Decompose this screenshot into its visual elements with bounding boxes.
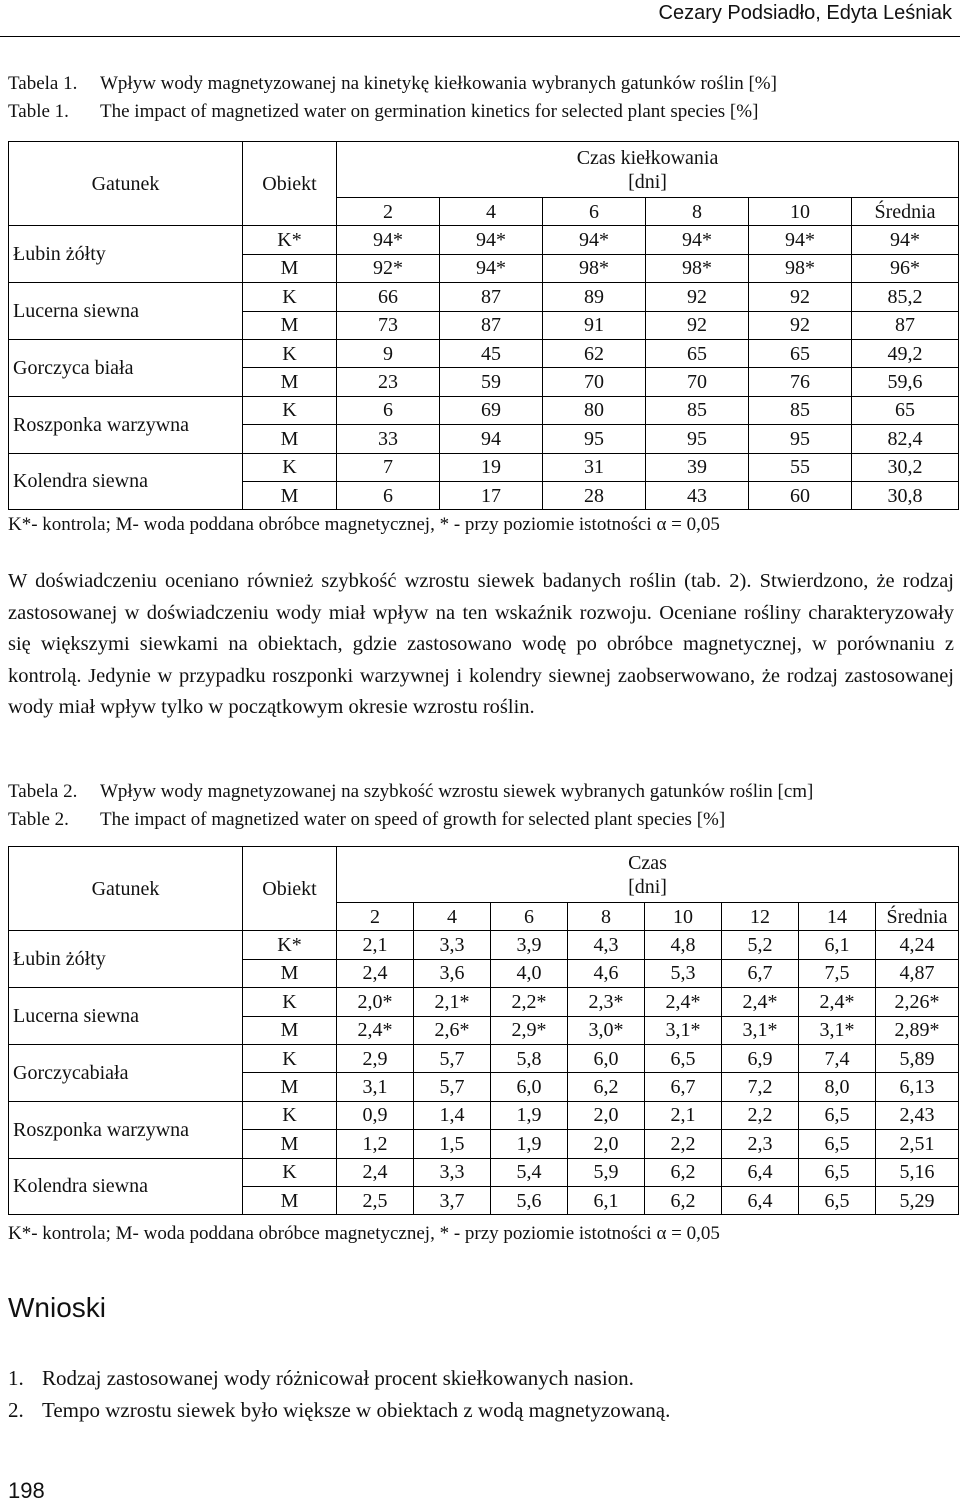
value-cell: 2,1 xyxy=(645,1101,722,1129)
column-header-object: Obiekt xyxy=(243,142,337,226)
object-cell: K xyxy=(243,988,337,1016)
object-cell: K xyxy=(243,1101,337,1129)
header-divider xyxy=(0,36,960,37)
value-cell: 70 xyxy=(543,368,646,396)
conclusion-item xyxy=(8,1362,670,1394)
value-cell: 55 xyxy=(749,453,852,481)
conclusion-item xyxy=(8,1394,670,1426)
value-cell: 30,8 xyxy=(852,481,959,509)
value-cell: 5,2 xyxy=(722,931,799,959)
column-header-time-line2: [dni] xyxy=(628,170,667,193)
table2-caption-pl-label: Tabela 2. xyxy=(8,781,78,802)
object-cell: M xyxy=(243,959,337,987)
value-cell: 2,26* xyxy=(876,988,959,1016)
value-cell: 9 xyxy=(337,339,440,367)
value-cell: 65 xyxy=(749,339,852,367)
object-cell: K xyxy=(243,1158,337,1186)
value-cell: 6,5 xyxy=(799,1130,876,1158)
table2-caption-pl: Wpływ wody magnetyzowanej na szybkość wzrostu siewek wybranych gatunków roślin [cm] xyxy=(100,781,814,802)
value-cell: 7,2 xyxy=(722,1073,799,1101)
value-cell: 6 xyxy=(337,396,440,424)
day-header: 14 xyxy=(799,903,876,931)
value-cell: 82,4 xyxy=(852,425,959,453)
value-cell: 94* xyxy=(646,226,749,254)
object-cell: K xyxy=(243,283,337,311)
value-cell: 2,9* xyxy=(491,1016,568,1044)
object-cell: K* xyxy=(243,931,337,959)
column-header-time-line1: Czas xyxy=(628,851,667,874)
value-cell: 5,4 xyxy=(491,1158,568,1186)
value-cell: 98* xyxy=(749,254,852,282)
day-header: Średnia xyxy=(876,903,959,931)
value-cell: 39 xyxy=(646,453,749,481)
value-cell: 59,6 xyxy=(852,368,959,396)
day-header: 4 xyxy=(414,903,491,931)
object-cell: M xyxy=(243,481,337,509)
column-header-object: Obiekt xyxy=(243,847,337,931)
value-cell: 1,4 xyxy=(414,1101,491,1129)
table-row xyxy=(9,283,959,311)
value-cell: 2,0 xyxy=(568,1101,645,1129)
value-cell: 5,29 xyxy=(876,1186,959,1214)
value-cell: 6,2 xyxy=(645,1158,722,1186)
value-cell: 6,2 xyxy=(645,1186,722,1214)
table-row xyxy=(9,1044,959,1072)
value-cell: 28 xyxy=(543,481,646,509)
value-cell: 70 xyxy=(646,368,749,396)
value-cell: 6,1 xyxy=(799,931,876,959)
value-cell: 94* xyxy=(440,254,543,282)
value-cell: 87 xyxy=(440,283,543,311)
day-header: 2 xyxy=(337,903,414,931)
object-cell: M xyxy=(243,1130,337,1158)
table1 xyxy=(8,141,959,510)
value-cell: 94 xyxy=(440,425,543,453)
value-cell: 2,9 xyxy=(337,1044,414,1072)
value-cell: 5,16 xyxy=(876,1158,959,1186)
value-cell: 2,3* xyxy=(568,988,645,1016)
value-cell: 59 xyxy=(440,368,543,396)
value-cell: 65 xyxy=(852,396,959,424)
value-cell: 98* xyxy=(543,254,646,282)
object-cell: M xyxy=(243,254,337,282)
species-cell: Kolendra siewna xyxy=(9,453,243,510)
value-cell: 2,0 xyxy=(568,1130,645,1158)
value-cell: 31 xyxy=(543,453,646,481)
value-cell: 6,9 xyxy=(722,1044,799,1072)
value-cell: 7,5 xyxy=(799,959,876,987)
value-cell: 4,6 xyxy=(568,959,645,987)
value-cell: 66 xyxy=(337,283,440,311)
table-row xyxy=(9,339,959,367)
value-cell: 5,9 xyxy=(568,1158,645,1186)
value-cell: 2,2 xyxy=(645,1130,722,1158)
value-cell: 6,5 xyxy=(799,1186,876,1214)
value-cell: 4,87 xyxy=(876,959,959,987)
species-cell: Roszponka warzywna xyxy=(9,1101,243,1158)
value-cell: 98* xyxy=(646,254,749,282)
value-cell: 2,1 xyxy=(337,931,414,959)
value-cell: 17 xyxy=(440,481,543,509)
object-cell: M xyxy=(243,1016,337,1044)
value-cell: 2,43 xyxy=(876,1101,959,1129)
value-cell: 4,0 xyxy=(491,959,568,987)
value-cell: 0,9 xyxy=(337,1101,414,1129)
species-cell: Gorczycabiała xyxy=(9,1044,243,1101)
value-cell: 1,2 xyxy=(337,1130,414,1158)
value-cell: 2,4* xyxy=(722,988,799,1016)
column-header-time xyxy=(337,847,959,903)
table1-caption xyxy=(8,70,777,126)
day-header: 4 xyxy=(440,198,543,226)
value-cell: 69 xyxy=(440,396,543,424)
value-cell: 1,9 xyxy=(491,1130,568,1158)
species-cell: Łubin żółty xyxy=(9,931,243,988)
value-cell: 8,0 xyxy=(799,1073,876,1101)
value-cell: 6,0 xyxy=(491,1073,568,1101)
table2-caption-en: The impact of magnetized water on speed of growth for selected plant species [%] xyxy=(100,809,726,830)
table-header-row xyxy=(9,847,959,903)
column-header-species: Gatunek xyxy=(9,142,243,226)
day-header: 8 xyxy=(568,903,645,931)
value-cell: 4,3 xyxy=(568,931,645,959)
value-cell: 94* xyxy=(440,226,543,254)
value-cell: 5,8 xyxy=(491,1044,568,1072)
value-cell: 92 xyxy=(646,311,749,339)
value-cell: 94* xyxy=(543,226,646,254)
value-cell: 2,0* xyxy=(337,988,414,1016)
species-cell: Kolendra siewna xyxy=(9,1158,243,1215)
day-header: 10 xyxy=(645,903,722,931)
object-cell: M xyxy=(243,425,337,453)
table1-footnote: K*- kontrola; M- woda poddana obróbce magnetycznej, * - przy poziomie istotności α = 0,05 xyxy=(8,514,720,535)
value-cell: 3,9 xyxy=(491,931,568,959)
column-header-time-line1: Czas kiełkowania xyxy=(576,146,719,169)
column-header-time-line2: [dni] xyxy=(628,875,667,898)
value-cell: 45 xyxy=(440,339,543,367)
value-cell: 3,0* xyxy=(568,1016,645,1044)
object-cell: K xyxy=(243,339,337,367)
table-row xyxy=(9,396,959,424)
value-cell: 6,7 xyxy=(645,1073,722,1101)
object-cell: K* xyxy=(243,226,337,254)
value-cell: 2,3 xyxy=(722,1130,799,1158)
conclusions-list xyxy=(8,1362,670,1426)
table1-caption-pl: Wpływ wody magnetyzowanej na kinetykę kiełkowania wybranych gatunków roślin [%] xyxy=(100,73,777,94)
conclusion-number: 2. xyxy=(8,1398,24,1422)
value-cell: 3,6 xyxy=(414,959,491,987)
value-cell: 2,4* xyxy=(799,988,876,1016)
value-cell: 30,2 xyxy=(852,453,959,481)
value-cell: 65 xyxy=(646,339,749,367)
value-cell: 7 xyxy=(337,453,440,481)
value-cell: 6,4 xyxy=(722,1186,799,1214)
value-cell: 6,5 xyxy=(799,1101,876,1129)
table1-caption-pl-label: Tabela 1. xyxy=(8,73,78,94)
value-cell: 2,1* xyxy=(414,988,491,1016)
value-cell: 3,3 xyxy=(414,931,491,959)
value-cell: 6,1 xyxy=(568,1186,645,1214)
value-cell: 33 xyxy=(337,425,440,453)
object-cell: M xyxy=(243,368,337,396)
species-cell: Roszponka warzywna xyxy=(9,396,243,453)
value-cell: 5,3 xyxy=(645,959,722,987)
value-cell: 62 xyxy=(543,339,646,367)
value-cell: 89 xyxy=(543,283,646,311)
body-paragraph: W doświadczeniu oceniano również szybkość wzrostu siewek badanych roślin (tab. 2). Stwierdzono, że rodzaj zastosowanej w doświadczeniu wody miał wpływ na ten wskaźnik rozwoju. Oceniane rośliny charakteryzowały się większymi siewkami na obiektach, gdzie zastosowano wodę po obróbce magnetycznej, w porównaniu z kontrolą. Jedynie w przypadku roszponki warzywnej i kolendry siewnej zaobserwowano, że rodzaj zastosowanej wody miał wpływ tylko w początkowym okresie wzrostu roślin. xyxy=(8,570,954,718)
value-cell: 2,4* xyxy=(337,1016,414,1044)
value-cell: 5,7 xyxy=(414,1073,491,1101)
value-cell: 96* xyxy=(852,254,959,282)
value-cell: 95 xyxy=(646,425,749,453)
species-cell: Lucerna siewna xyxy=(9,283,243,340)
table2 xyxy=(8,846,959,1215)
object-cell: M xyxy=(243,1073,337,1101)
value-cell: 92 xyxy=(749,311,852,339)
value-cell: 43 xyxy=(646,481,749,509)
object-cell: M xyxy=(243,1186,337,1214)
value-cell: 2,4* xyxy=(645,988,722,1016)
value-cell: 92 xyxy=(749,283,852,311)
table1-caption-en-label: Table 1. xyxy=(8,101,69,122)
value-cell: 80 xyxy=(543,396,646,424)
value-cell: 3,1* xyxy=(799,1016,876,1044)
value-cell: 85,2 xyxy=(852,283,959,311)
value-cell: 6,13 xyxy=(876,1073,959,1101)
table2-caption-en-label: Table 2. xyxy=(8,809,69,830)
value-cell: 2,89* xyxy=(876,1016,959,1044)
day-header: Średnia xyxy=(852,198,959,226)
value-cell: 23 xyxy=(337,368,440,396)
object-cell: K xyxy=(243,396,337,424)
value-cell: 1,5 xyxy=(414,1130,491,1158)
value-cell: 87 xyxy=(852,311,959,339)
value-cell: 19 xyxy=(440,453,543,481)
value-cell: 3,1 xyxy=(337,1073,414,1101)
value-cell: 49,2 xyxy=(852,339,959,367)
value-cell: 87 xyxy=(440,311,543,339)
species-cell: Lucerna siewna xyxy=(9,988,243,1045)
column-header-time xyxy=(337,142,959,198)
value-cell: 92 xyxy=(646,283,749,311)
running-header-author: Cezary Podsiadło, Edyta Leśniak xyxy=(658,2,952,24)
value-cell: 6,5 xyxy=(799,1158,876,1186)
conclusion-number: 1. xyxy=(8,1366,24,1390)
value-cell: 94* xyxy=(852,226,959,254)
day-header: 6 xyxy=(543,198,646,226)
value-cell: 1,9 xyxy=(491,1101,568,1129)
value-cell: 2,2 xyxy=(722,1101,799,1129)
table-row xyxy=(9,988,959,1016)
value-cell: 5,6 xyxy=(491,1186,568,1214)
object-cell: M xyxy=(243,311,337,339)
table2-caption xyxy=(8,778,813,834)
table-row xyxy=(9,931,959,959)
value-cell: 85 xyxy=(749,396,852,424)
table-row xyxy=(9,1158,959,1186)
value-cell: 95 xyxy=(543,425,646,453)
value-cell: 5,7 xyxy=(414,1044,491,1072)
value-cell: 7,4 xyxy=(799,1044,876,1072)
value-cell: 6,0 xyxy=(568,1044,645,1072)
value-cell: 3,1* xyxy=(722,1016,799,1044)
value-cell: 3,3 xyxy=(414,1158,491,1186)
table-row xyxy=(9,226,959,254)
value-cell: 2,6* xyxy=(414,1016,491,1044)
table1-caption-en: The impact of magnetized water on germination kinetics for selected plant species [%] xyxy=(100,101,759,122)
value-cell: 2,5 xyxy=(337,1186,414,1214)
table-row xyxy=(9,453,959,481)
value-cell: 94* xyxy=(749,226,852,254)
day-header: 6 xyxy=(491,903,568,931)
value-cell: 73 xyxy=(337,311,440,339)
object-cell: K xyxy=(243,1044,337,1072)
value-cell: 3,7 xyxy=(414,1186,491,1214)
value-cell: 6,4 xyxy=(722,1158,799,1186)
value-cell: 5,89 xyxy=(876,1044,959,1072)
value-cell: 6,5 xyxy=(645,1044,722,1072)
value-cell: 2,4 xyxy=(337,959,414,987)
conclusion-text: Tempo wzrostu siewek było większe w obiektach z wodą magnetyzowaną. xyxy=(42,1398,671,1422)
value-cell: 6 xyxy=(337,481,440,509)
conclusions-heading: Wnioski xyxy=(8,1292,107,1323)
page-number: 198 xyxy=(8,1478,45,1503)
value-cell: 4,8 xyxy=(645,931,722,959)
day-header: 10 xyxy=(749,198,852,226)
value-cell: 4,24 xyxy=(876,931,959,959)
day-header: 8 xyxy=(646,198,749,226)
table-row xyxy=(9,1101,959,1129)
value-cell: 60 xyxy=(749,481,852,509)
object-cell: K xyxy=(243,453,337,481)
value-cell: 2,4 xyxy=(337,1158,414,1186)
value-cell: 91 xyxy=(543,311,646,339)
value-cell: 2,2* xyxy=(491,988,568,1016)
value-cell: 94* xyxy=(337,226,440,254)
species-cell: Łubin żółty xyxy=(9,226,243,283)
value-cell: 92* xyxy=(337,254,440,282)
table-header-row xyxy=(9,142,959,198)
value-cell: 95 xyxy=(749,425,852,453)
table2-footnote: K*- kontrola; M- woda poddana obróbce magnetycznej, * - przy poziomie istotności α = 0,05 xyxy=(8,1223,720,1244)
column-header-species: Gatunek xyxy=(9,847,243,931)
value-cell: 3,1* xyxy=(645,1016,722,1044)
day-header: 2 xyxy=(337,198,440,226)
value-cell: 6,7 xyxy=(722,959,799,987)
value-cell: 85 xyxy=(646,396,749,424)
value-cell: 2,51 xyxy=(876,1130,959,1158)
value-cell: 76 xyxy=(749,368,852,396)
value-cell: 6,2 xyxy=(568,1073,645,1101)
species-cell: Gorczyca biała xyxy=(9,339,243,396)
conclusion-text: Rodzaj zastosowanej wody różnicował procent skiełkowanych nasion. xyxy=(42,1366,634,1390)
day-header: 12 xyxy=(722,903,799,931)
